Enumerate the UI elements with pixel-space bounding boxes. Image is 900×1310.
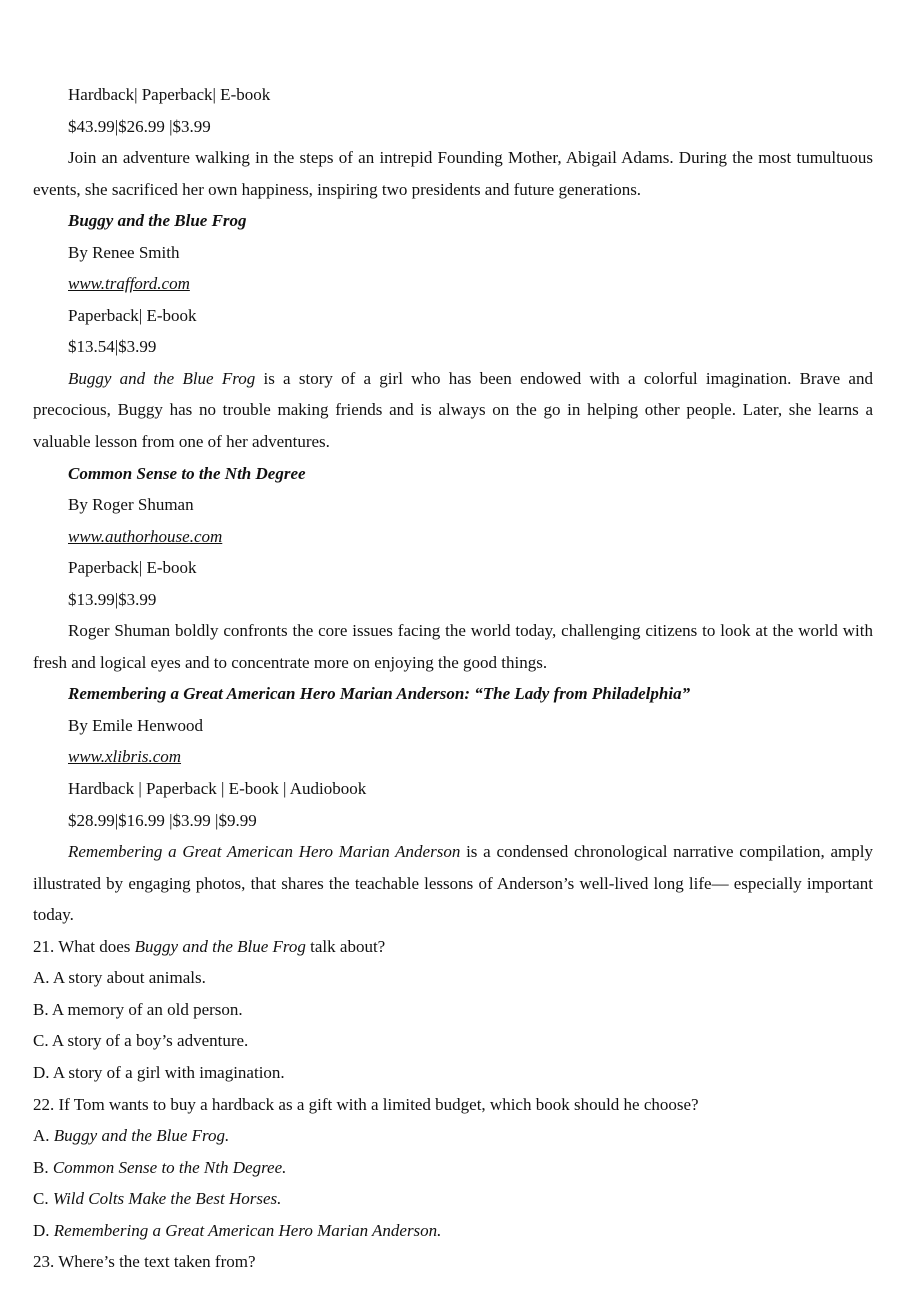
book2-prices: $13.54|$3.99 xyxy=(68,337,157,357)
option-text: Buggy and the Blue Frog. xyxy=(53,1126,230,1146)
option-letter: D. xyxy=(33,1220,54,1240)
book2-desc-title: Buggy and the Blue Frog xyxy=(68,368,256,388)
book2-formats: Paperback| E-book xyxy=(68,305,197,325)
option-letter: A. xyxy=(33,1126,54,1146)
book3-formats: Paperback| E-book xyxy=(68,558,197,578)
q21-title: Buggy and the Blue Frog xyxy=(134,936,306,956)
book1-description: Join an adventure walking in the steps of an intrepid Founding Mother, Abigail Adams. During the most tumultuous events, she sacrificed her own happiness, inspiring two presidents and future generations. xyxy=(33,148,873,199)
book3-title: Common Sense to the Nth Degree xyxy=(68,463,306,483)
book2-link[interactable]: www.trafford.com xyxy=(68,274,190,294)
option-text: Common Sense to the Nth Degree. xyxy=(52,1157,287,1177)
q21-option-d: D. A story of a girl with imagination. xyxy=(33,1062,285,1082)
question-22: 22. If Tom wants to buy a hardback as a gift with a limited budget, which book should he choose? xyxy=(33,1094,699,1114)
book4-link[interactable]: www.xlibris.com xyxy=(68,747,182,767)
book3-link[interactable]: www.authorhouse.com xyxy=(68,526,223,546)
q21-option-b: B. A memory of an old person. xyxy=(33,999,243,1019)
book1-prices: $43.99|$26.99 |$3.99 xyxy=(68,116,211,136)
book4-title: Remembering a Great American Hero Marian Anderson: “The Lady from Philadelphia” xyxy=(68,684,691,704)
book4-desc-text: is a condensed chronological narrative compilation, amply illustrated by engaging photos, that shares the teachable lessons of Anderson’s well-lived long life— especially important today. xyxy=(33,842,873,925)
q21-post: talk about? xyxy=(305,936,386,956)
q22-option-b xyxy=(33,1152,873,1184)
book3-prices: $13.99|$3.99 xyxy=(68,589,157,609)
book4-desc-title: Remembering a Great American Hero Marian Anderson xyxy=(68,842,461,862)
q21-pre: 21. What does xyxy=(33,936,135,956)
q22-option-a xyxy=(33,1120,873,1152)
book4-description xyxy=(33,836,873,931)
book2-author: By Renee Smith xyxy=(68,242,180,262)
q22-option-d xyxy=(33,1215,873,1247)
question-23: 23. Where’s the text taken from? xyxy=(33,1252,256,1272)
book4-author: By Emile Henwood xyxy=(68,715,204,735)
book2-description xyxy=(33,363,873,458)
q21-option-c: C. A story of a boy’s adventure. xyxy=(33,1031,249,1051)
q21-option-a: A. A story about animals. xyxy=(33,968,206,988)
option-text: Wild Colts Make the Best Horses. xyxy=(52,1189,282,1209)
question-21 xyxy=(33,931,873,963)
book1-formats: Hardback| Paperback| E-book xyxy=(68,85,271,104)
option-letter: C. xyxy=(33,1189,53,1209)
option-text: Remembering a Great American Hero Marian Anderson. xyxy=(53,1220,442,1240)
document-page xyxy=(33,79,873,1278)
q22-option-c xyxy=(33,1183,873,1215)
book2-desc-text: is a story of a girl who has been endowed with a colorful imagination. Brave and precocious, Buggy has no trouble making friends and is always on the go in helping other people. Later, she learns a valuable lesson from one of her adventures. xyxy=(33,368,873,452)
option-letter: B. xyxy=(33,1157,53,1177)
book2-title: Buggy and the Blue Frog xyxy=(68,211,247,231)
book3-description: Roger Shuman boldly confronts the core issues facing the world today, challenging citizens to look at the world with fresh and logical eyes and to concentrate more on enjoying the good things. xyxy=(33,621,873,672)
book4-prices: $28.99|$16.99 |$3.99 |$9.99 xyxy=(68,810,257,830)
book4-formats: Hardback | Paperback | E-book | Audiobook xyxy=(68,779,367,799)
book3-author: By Roger Shuman xyxy=(68,495,194,515)
